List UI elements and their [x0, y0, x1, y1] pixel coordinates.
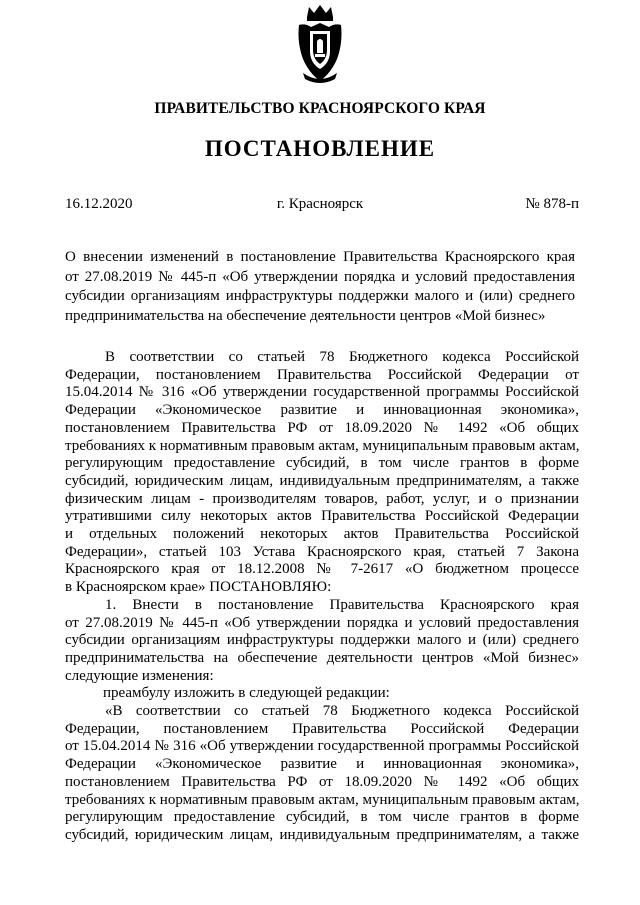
- body-line: 1. Внести в постановление Правительства Красноярского края: [105, 596, 579, 613]
- body-line: следующие изменения:: [65, 667, 214, 684]
- coat-of-arms-emblem: [295, 3, 345, 85]
- body-line: от 27.08.2019 № 445-п «Об утверждении порядка и условий предоставления: [65, 614, 579, 631]
- subject-line: предпринимательства на обеспечение деятельности центров «Мой бизнес»: [65, 307, 546, 324]
- body-line: предпринимательства на обеспечение деятельности центров «Мой бизнес»: [65, 649, 579, 666]
- body-line: Федерации «Экономическое развитие и инновационная экономика»,: [65, 402, 579, 419]
- body-line: и отдельных положений некоторых актов Правительства Российской: [65, 526, 579, 543]
- document-body: [65, 349, 579, 845]
- body-line: регулирующим предоставление субсидий, в том числе грантов в форме: [65, 455, 579, 472]
- body-line: «В соответствии со статьей 78 Бюджетного кодекса Российской: [105, 703, 579, 720]
- body-line: Федерации», статьей 103 Устава Красноярского края, статьей 7 Закона: [65, 543, 579, 560]
- body-line: в Красноярском крае» ПОСТАНОВЛЯЮ:: [65, 579, 332, 596]
- body-line: 15.04.2014 № 316 «Об утверждении государственной программы Российской: [65, 384, 579, 401]
- body-line: постановлением Правительства РФ от 18.09.2020 № 1492 «Об общих: [65, 419, 579, 436]
- subject-line: от 27.08.2019 № 445-п «Об утверждении порядка и условий предоставления: [65, 268, 575, 285]
- subject-line: О внесении изменений в постановление Правительства Красноярского края: [65, 249, 575, 265]
- body-line: субсидии организациям инфраструктуры поддержки малого и (или) среднего: [65, 632, 579, 649]
- body-line: физическим лицам - производителям товаров, работ, услуг, и о признании: [65, 490, 579, 507]
- subject-line: субсидии организациям инфраструктуры поддержки малого и (или) среднего: [65, 288, 575, 304]
- body-line: регулирующим предоставление субсидий, в том числе грантов в форме: [65, 809, 579, 826]
- body-line: Красноярского края от 18.12.2008 № 7-2617 «О бюджетном процессе: [65, 561, 579, 578]
- body-line: Федерации «Экономическое развитие и инновационная экономика»,: [65, 756, 579, 773]
- body-line: субсидий, юридическим лицам, индивидуальным предпринимателям, а также: [65, 472, 579, 489]
- document-city: г. Красноярск: [276, 196, 364, 212]
- government-name: ПРАВИТЕЛЬСТВО КРАСНОЯРСКОГО КРАЯ: [154, 100, 486, 117]
- body-line: постановлением Правительства РФ от 18.09.2020 № 1492 «Об общих: [65, 773, 579, 790]
- body-line: Федерации, постановлением Правительства Российской Федерации от: [65, 366, 579, 383]
- document-number: № 878-п: [525, 196, 579, 212]
- document-subject: [65, 248, 575, 326]
- body-line: Федерации, постановлением Правительства Российской Федерации: [65, 720, 579, 737]
- document-date: 16.12.2020: [65, 196, 133, 212]
- body-line: В соответствии со статьей 78 Бюджетного кодекса Российской: [105, 349, 579, 365]
- body-line: требованиях к нормативным правовым актам, муниципальным правовым актам,: [65, 791, 580, 808]
- body-line: преамбулу изложить в следующей редакции:: [103, 685, 390, 702]
- body-line: от 15.04.2014 № 316 «Об утверждении государственной программы Российской: [65, 738, 579, 755]
- body-line: утратившими силу некоторых актов Правительства Российской Федерации: [65, 508, 579, 525]
- document-type-title: ПОСТАНОВЛЕНИЕ: [204, 136, 436, 161]
- body-line: субсидий, юридическим лицам, индивидуальным предпринимателям, а также: [65, 826, 579, 843]
- body-line: требованиях к нормативным правовым актам, муниципальным правовым актам,: [65, 437, 580, 454]
